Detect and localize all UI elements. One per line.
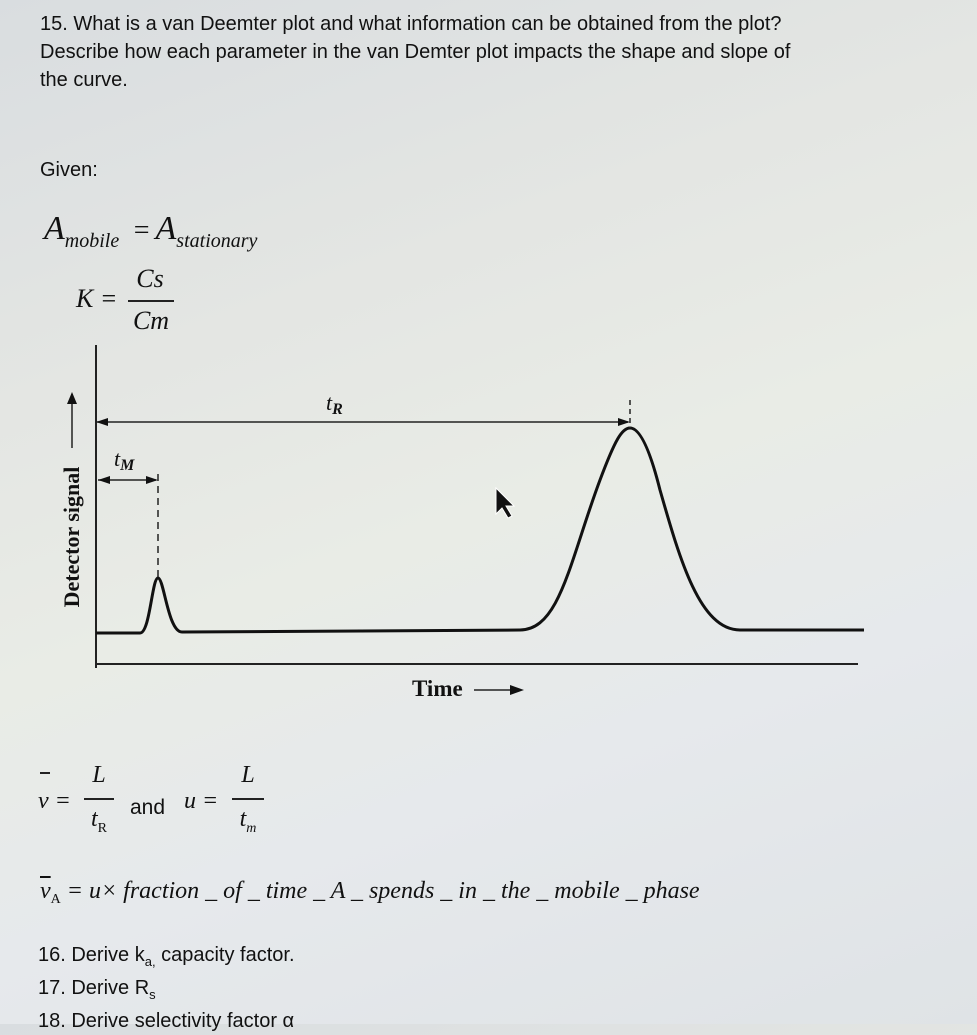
time-arrow-head	[510, 685, 524, 695]
v-numerator: L	[92, 762, 106, 788]
k-lhs: K =	[76, 284, 118, 313]
k-denominator: Cm	[132, 306, 170, 335]
signal-trace	[96, 428, 864, 633]
va-symbol: $\overline{v}$	[40, 878, 51, 904]
question-17-sub: s	[149, 987, 156, 1002]
question-list	[38, 942, 295, 1035]
y-label-arrow-head	[67, 392, 77, 404]
k-numerator: Cs	[136, 264, 164, 293]
question-15-line-1: 15. What is a van Deemter plot and what information can be obtained from the plot?	[40, 13, 782, 35]
question-18	[38, 1008, 295, 1035]
question-16-rest: capacity factor.	[155, 944, 295, 966]
question-15-line-3: the curve.	[40, 69, 128, 91]
u-denominator	[232, 806, 264, 836]
tm-label	[114, 446, 134, 472]
a-stationary-symbol: A	[155, 210, 177, 247]
va-rhs: = u× fraction _ of _ time _ A _ spends _ in _ the _ mobile _ phase	[66, 878, 700, 904]
area-equals: =	[133, 215, 150, 246]
and-word: and	[130, 796, 166, 819]
question-17	[38, 975, 295, 1008]
tm-arrow-right-head	[146, 476, 158, 484]
u-lhs: u =	[184, 788, 219, 814]
tr-arrow-right-head	[618, 418, 630, 426]
v-denominator	[84, 806, 114, 836]
question-18-text: 18. Derive selectivity factor α	[38, 1010, 295, 1032]
tm-label-t: t	[114, 446, 121, 471]
question-17-text: 17. Derive R	[38, 977, 150, 999]
y-axis-label: Detector signal	[59, 466, 84, 608]
tr-label-t: t	[326, 390, 333, 415]
u-denominator-sub: m	[246, 821, 257, 836]
question-16	[38, 942, 295, 975]
u-numerator: L	[241, 762, 255, 788]
v-overbar	[40, 772, 50, 774]
v-denominator-t: t	[90, 806, 98, 832]
given-label: Given:	[40, 159, 98, 181]
tm-label-sub: M	[120, 457, 135, 474]
tr-label-sub: R	[332, 401, 343, 418]
x-axis-label: Time	[412, 676, 463, 701]
tr-label	[326, 390, 343, 416]
tr-arrow-left-head	[96, 418, 108, 426]
a-mobile-subscript: mobile	[64, 230, 120, 252]
tm-arrow-left-head	[98, 476, 110, 484]
va-subscript: A	[50, 892, 61, 907]
va-equation	[40, 878, 700, 905]
mouse-cursor-icon	[496, 488, 514, 518]
v-fraction-bar	[84, 798, 114, 800]
question-15-line-2: Describe how each parameter in the van Demter plot impacts the shape and slope of	[40, 41, 791, 63]
v-lhs: v =	[38, 788, 71, 814]
u-fraction-bar	[232, 798, 264, 800]
u-denominator-t: t	[239, 806, 247, 832]
a-mobile-symbol: A	[44, 210, 65, 247]
question-16-sub: a,	[144, 954, 156, 969]
v-denominator-sub: R	[97, 821, 107, 836]
a-stationary-subscript: stationary	[176, 230, 258, 252]
question-16-text: 16. Derive k	[38, 944, 145, 966]
